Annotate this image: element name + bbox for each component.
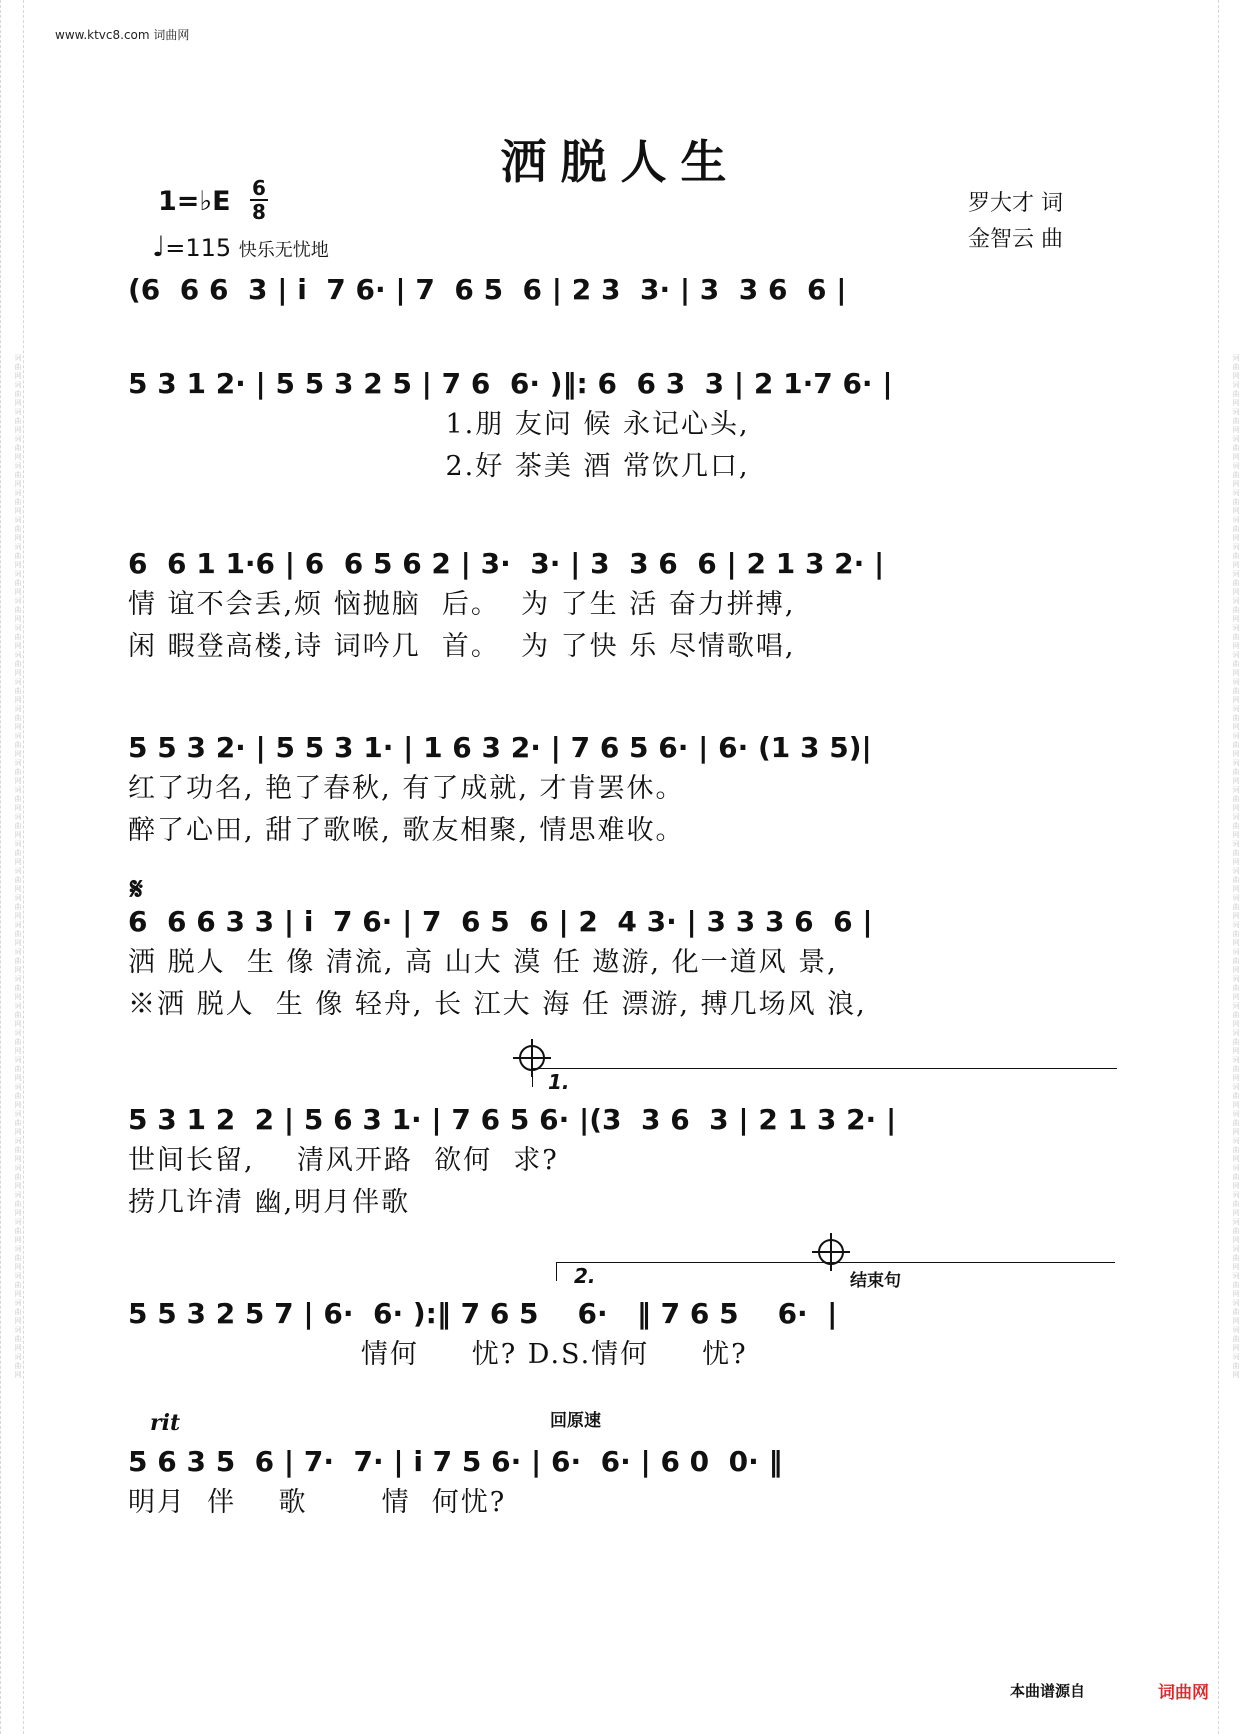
a-tempo-marking: 回原速 (550, 1411, 601, 1431)
time-signature (250, 178, 268, 222)
lyric-line: 情何 忧? D.S.情何 忧? (128, 1339, 748, 1370)
key-signature: 1=♭E (158, 186, 231, 217)
notes-line: 5 5 3 2· | 5 5 3 1· | 1 6 3 2· | 7 6 5 6· | 6· (1 3 5)| (128, 731, 872, 764)
first-ending-label: 1. (548, 1070, 570, 1094)
footer-source: 本曲谱源自 (1010, 1682, 1086, 1700)
lyric-verse-2: 捞几许清 幽,明月伴歌 (128, 1187, 411, 1218)
notes-line: 6 6 6 3 3 | i 7 6· | 7 6 5 6 | 2 4 3· | 3 3 3 6 6 | (128, 905, 873, 938)
notes-line: 5 3 1 2· | 5 5 3 2 5 | 7 6 6· )‖: 6 6 3 3 | 2 1·7 6· | (128, 367, 893, 400)
meter-top: 6 (252, 176, 266, 200)
lyric-line: 明月 伴 歌 情 何忧? (128, 1487, 507, 1518)
segno-sign: 𝄋 (130, 872, 143, 907)
right-watermark-strip: 词曲网词曲网词曲网词曲网词曲网词曲网词曲网词曲网词曲网词曲网词曲网词曲网词曲网词曲网词曲网词曲网词曲网词曲网词曲网词曲网词曲网词曲网词曲网词曲网词曲网词曲网词曲网词曲网词曲网词曲网词曲网词曲网词曲网词曲网词曲网词曲网词曲网词曲网 (1218, 0, 1241, 1734)
score-row-4 (128, 728, 1108, 852)
notes-line: 6 6 1 1·6 | 6 6 5 6 2 | 3· 3· | 3 3 6 6 | 2 1 3 2· | (128, 547, 885, 580)
site-url[interactable]: www.ktvc8.com (55, 28, 150, 42)
site-header[interactable] (55, 26, 189, 43)
song-title: 洒脱人生 (500, 135, 741, 189)
composer: 金智云 曲 (968, 227, 1063, 252)
tempo-description: 快乐无忧地 (238, 240, 329, 261)
score-row-2 (128, 364, 1108, 488)
rit-marking: rit (150, 1410, 181, 1436)
first-ending-bracket (532, 1068, 1117, 1087)
notes-line: (6 6 6 3 | i 7 6· | 7 6 5 6 | 2 3 3· | 3 3 6 6 | (128, 273, 847, 306)
score-row-3 (128, 544, 1108, 668)
lyric-verse-1: 红了功名, 艳了春秋, 有了成就, 才肯罢休。 (128, 773, 685, 804)
site-name[interactable]: 词曲网 (153, 28, 190, 42)
score-row-5 (128, 902, 1108, 1026)
lyric-verse-1: 世间长留, 清风开路 欲何 求? (128, 1145, 559, 1176)
lyric-verse-2: 闲 暇登高楼,诗 词吟几 首。 为 了快 乐 尽情歌唱, (128, 631, 796, 662)
footer-site-link[interactable]: 词曲网 (1158, 1683, 1209, 1703)
lyric-chorus-2: ※洒 脱人 生 像 轻舟, 长 江大 海 任 漂游, 搏几场风 浪, (128, 989, 867, 1020)
lyric-verse-1: 情 谊不会丢,烦 恼抛脑 后。 为 了生 活 奋力拼搏, (128, 589, 796, 620)
score-row-6 (128, 1100, 1108, 1224)
second-ending-bracket (556, 1262, 1115, 1281)
second-ending-label: 2. (574, 1264, 596, 1288)
notes-line: 5 3 1 2 2 | 5 6 3 1· | 7 6 5 6· |(3 3 6 3 | 2 1 3 2· | (128, 1103, 897, 1136)
score-row-1 (128, 270, 1108, 310)
tempo-marking (152, 230, 329, 263)
score-row-8 (128, 1442, 1108, 1524)
quarter-note-icon: ♩ (152, 230, 166, 263)
coda-section-label: 结束句 (850, 1271, 901, 1291)
lyric-verse-2: 醉了心田, 甜了歌喉, 歌友相聚, 情思难收。 (128, 815, 685, 846)
left-watermark-strip: 词曲网词曲网词曲网词曲网词曲网词曲网词曲网词曲网词曲网词曲网词曲网词曲网词曲网词曲网词曲网词曲网词曲网词曲网词曲网词曲网词曲网词曲网词曲网词曲网词曲网词曲网词曲网词曲网词曲网词曲网词曲网词曲网词曲网词曲网词曲网词曲网词曲网词曲网 (0, 0, 24, 1734)
notes-line: 5 6 3 5 6 | 7· 7· | i 7 5 6· | 6· 6· | 6 0 0· ‖ (128, 1445, 783, 1478)
tempo-value: =115 (165, 234, 232, 262)
score-row-7 (128, 1294, 1108, 1376)
lyric-verse-2: 2.好 茶美 酒 常饮几口, (128, 451, 750, 482)
credits (968, 186, 1063, 258)
lyric-verse-1: 1.朋 友问 候 永记心头, (128, 409, 750, 440)
lyric-chorus-1: 洒 脱人 生 像 清流, 高 山大 漠 任 遨游, 化一道风 景, (128, 947, 838, 978)
notes-line: 5 5 3 2 5 7 | 6· 6· ):‖ 7 6 5 6· ‖ 7 6 5 6· | (128, 1297, 838, 1330)
lyricist: 罗大才 词 (968, 191, 1063, 216)
meter-bottom: 8 (252, 200, 266, 224)
